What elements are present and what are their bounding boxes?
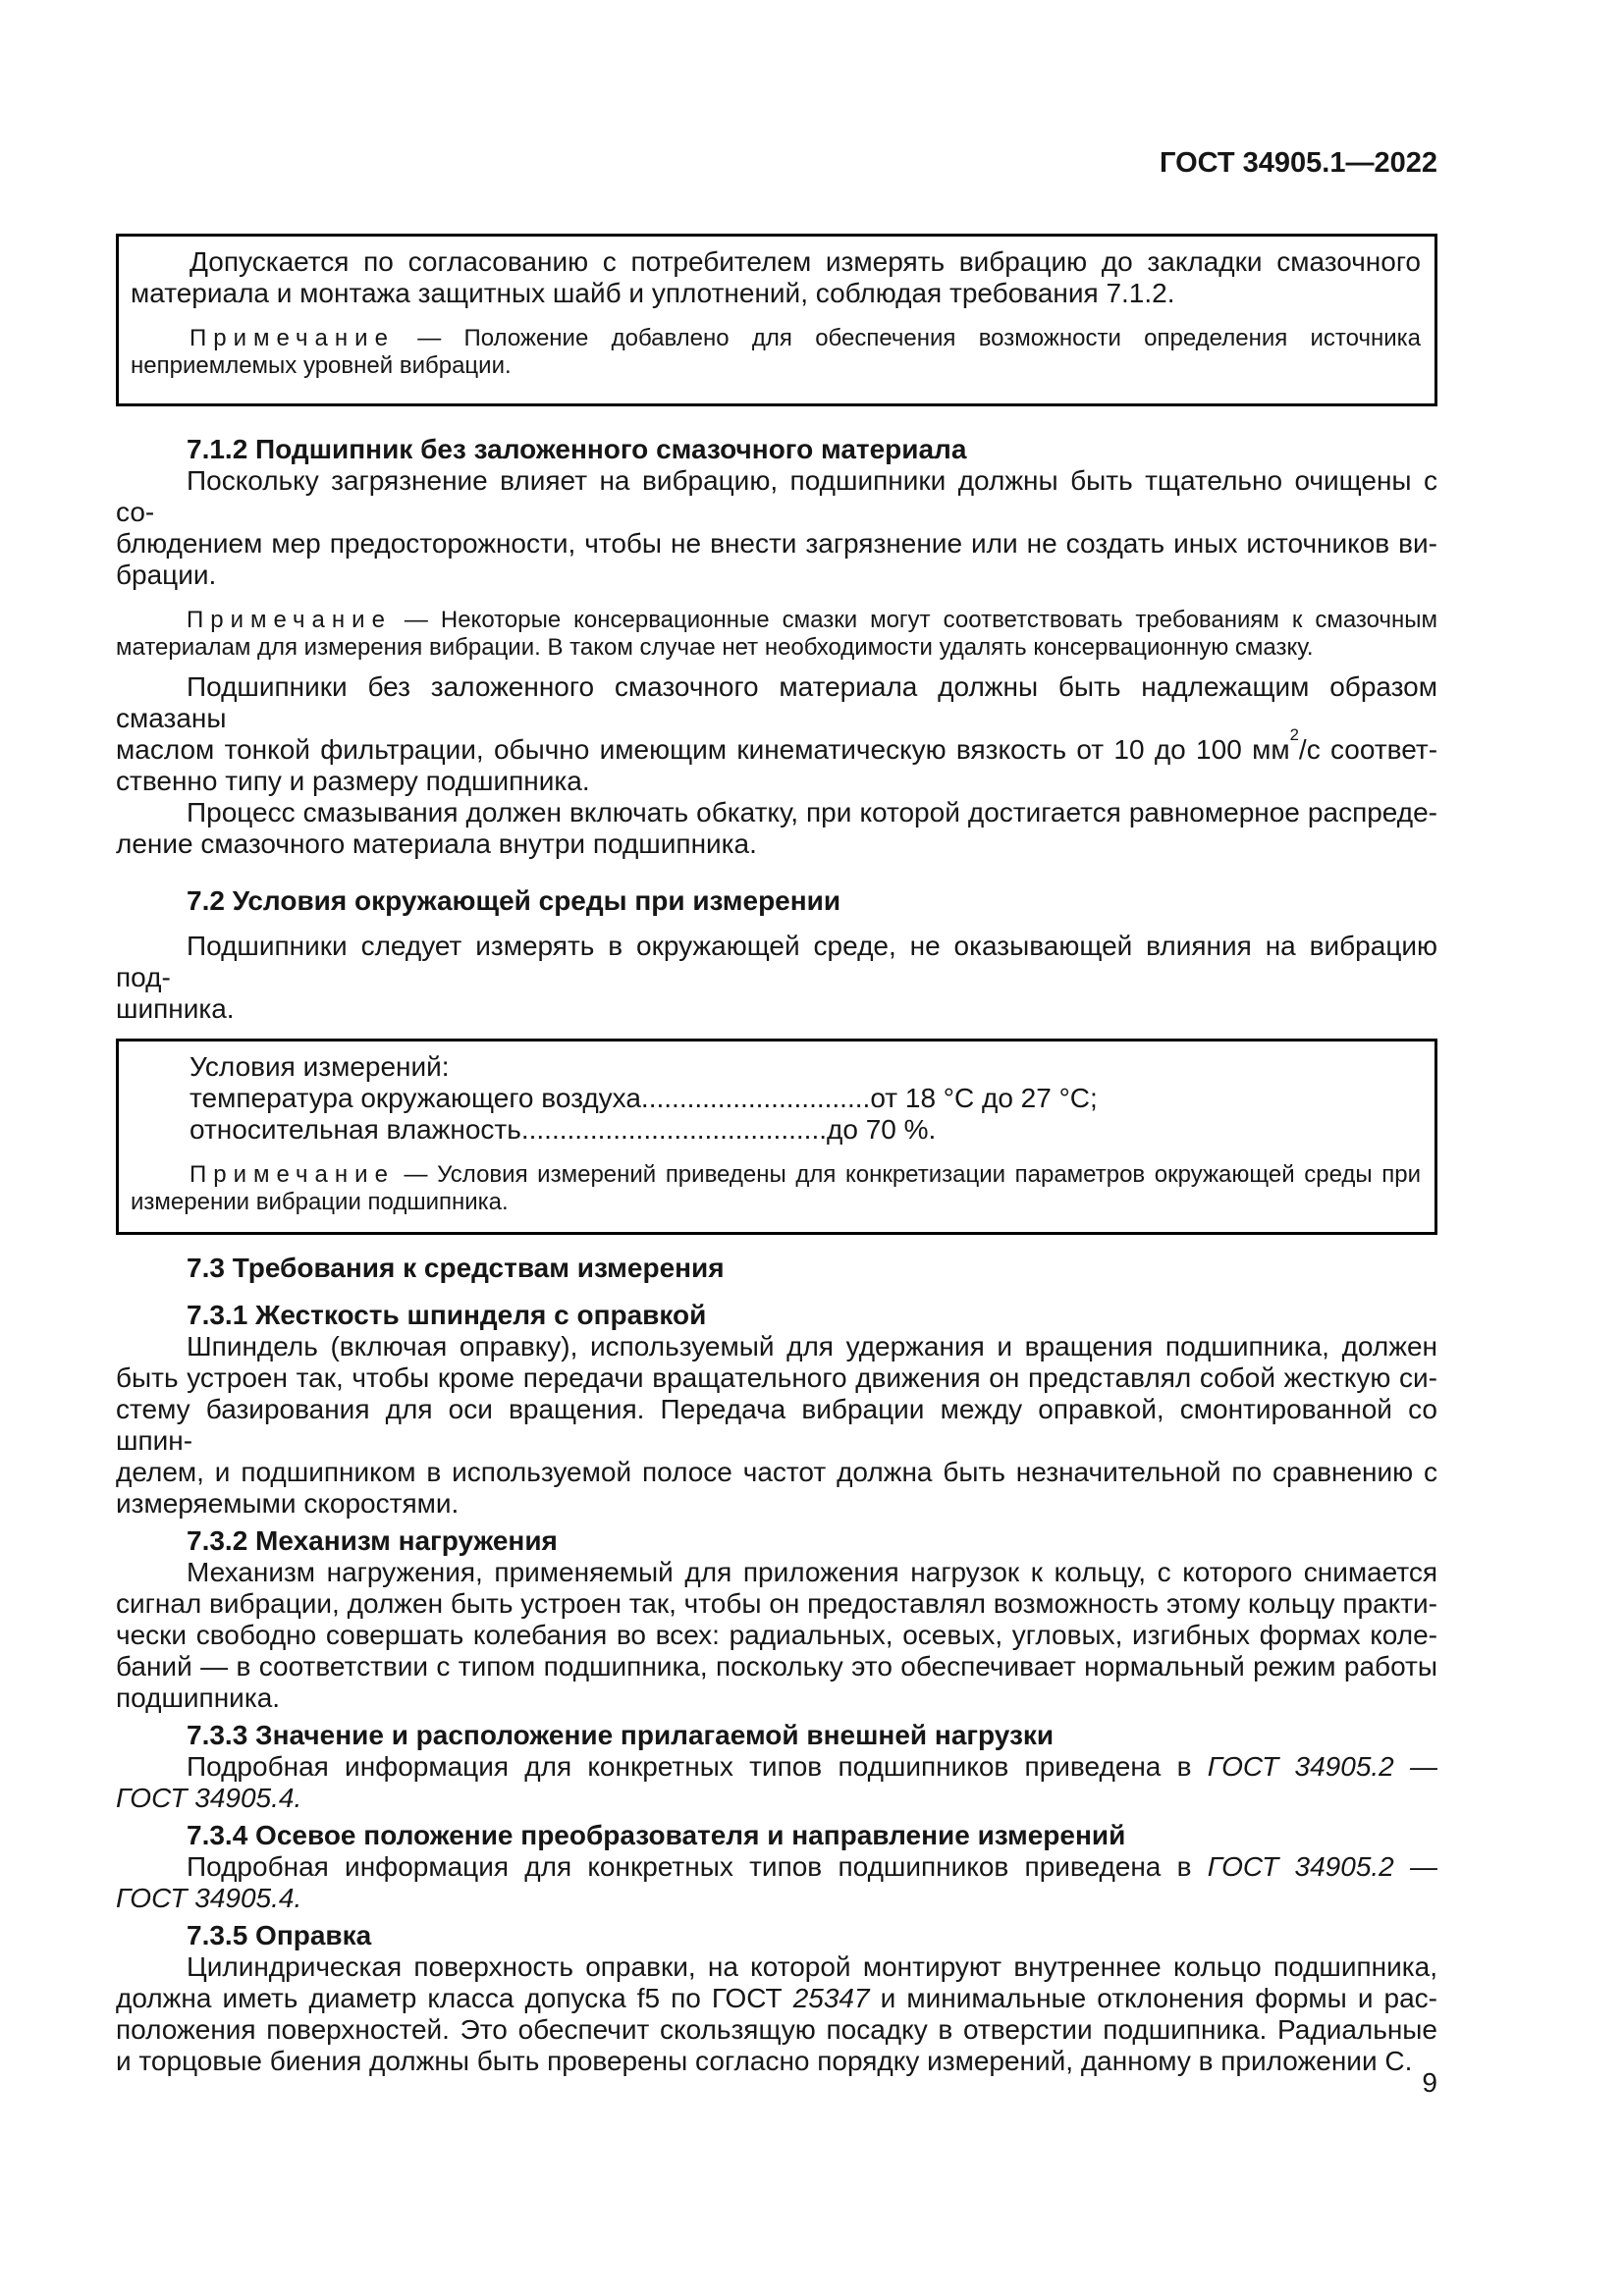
note <box>131 325 1421 380</box>
paragraph <box>116 1751 1437 1814</box>
paragraph-line <box>116 1851 1437 1883</box>
superscript: 2 <box>1289 725 1299 745</box>
section-heading-732: 7.3.2 Механизм нагружения <box>187 1525 558 1556</box>
paragraph-line: Поскольку загрязнение влияет на вибрацию, подшипники должны быть тщательно очищены с со- <box>116 465 1437 527</box>
leader-dots: .............................. <box>640 1083 871 1113</box>
paragraph <box>116 465 1437 591</box>
paragraph-line: шипника. <box>116 993 235 1024</box>
paragraph-line <box>116 1751 1437 1783</box>
paragraph <box>116 671 1437 797</box>
paragraph-line: ственно типу и размеру подшипника. <box>116 766 590 796</box>
section-heading-73: 7.3 Требования к средствам измерения <box>187 1253 725 1283</box>
page-header: ГОСТ 34905.1—2022 <box>1160 147 1437 179</box>
leader-value: от 18 °С до 27 °С; <box>870 1083 1098 1113</box>
section-heading-712: 7.1.2 Подшипник без заложенного смазочного материала <box>187 434 967 464</box>
paragraph-line: Допускается по согласованию с потребителем измерять вибрацию до закладки смазочного <box>189 246 1421 277</box>
paragraph <box>116 931 1437 1025</box>
note-label: Примечание <box>187 607 392 633</box>
note-text: — Положение добавлено для обеспечения возможности определения источника <box>417 325 1421 351</box>
note-line: измерении вибрации подшипника. <box>131 1189 509 1215</box>
paragraph-line: измеряемыми скоростями. <box>116 1488 460 1519</box>
section-heading-735: 7.3.5 Оправка <box>187 1920 372 1950</box>
paragraph-line: Цилиндрическая поверхность оправки, на которой монтируют внутреннее кольцо подшипника, <box>187 1951 1437 1982</box>
note-line <box>131 1161 1421 1189</box>
leader-line-humidity <box>131 1114 1421 1146</box>
note-label: Примечание <box>189 325 395 351</box>
paragraph-line: блюдением мер предосторожности, чтобы не внести загрязнение или не создать иных источников ви- <box>116 528 1437 559</box>
paragraph-line: Механизм нагружения, применяемый для приложения нагрузок к кольцу, с которого снимается <box>187 1557 1437 1587</box>
paragraph-line: Подшипники следует измерять в окружающей среде, не оказывающей влияния на вибрацию под- <box>116 931 1437 992</box>
page-number: 9 <box>1422 2067 1437 2098</box>
standard-reference: 25347 <box>792 1983 870 2013</box>
text-run: Подробная информация для конкретных типов подшипников приведена в <box>187 1751 1192 1782</box>
section-heading-733: 7.3.3 Значение и расположение прилагаемой внешней нагрузки <box>187 1720 1055 1750</box>
paragraph-line: Шпиндель (включая оправку), используемый для удержания и вращения подшипника, должен <box>187 1331 1437 1362</box>
section-heading-734: 7.3.4 Осевое положение преобразователя и направление измерений <box>187 1820 1126 1850</box>
leader-label: температура окружающего воздуха <box>189 1083 641 1113</box>
section-heading-731: 7.3.1 Жесткость шпинделя с оправкой <box>187 1300 707 1330</box>
text-run: и минимальные отклонения формы и рас- <box>880 1983 1438 2013</box>
leader-line-temperature <box>131 1083 1421 1114</box>
paragraph-line <box>116 725 1438 766</box>
text-run: /с соответ- <box>1298 734 1438 765</box>
leader-value: до 70 %. <box>827 1114 937 1145</box>
leader-dots: ........................................ <box>520 1114 828 1145</box>
provision-box <box>116 234 1437 406</box>
note-line <box>131 325 1421 352</box>
paragraph-line: ление смазочного материала внутри подшипника. <box>116 828 757 859</box>
paragraph-line: баний — в соответствии с типом подшипника, поскольку это обеспечивает нормальный режим работы <box>116 1651 1437 1682</box>
text-run: Подробная информация для конкретных типов подшипников приведена в <box>187 1851 1192 1882</box>
paragraph-line: стему базирования для оси вращения. Передача вибрации между оправкой, смонтированной со шпин- <box>116 1394 1437 1456</box>
paragraph-line: подшипника. <box>116 1682 281 1713</box>
paragraph-line: положения поверхностей. Это обеспечит скользящую посадку в отверстии подшипника. Радиальные <box>116 2014 1437 2045</box>
paragraph-line: Процесс смазывания должен включать обкатку, при которой достигается равномерное распреде- <box>187 797 1437 828</box>
note-label: Примечание <box>189 1161 395 1188</box>
paragraph-line: делем, и подшипником в используемой полосе частот должна быть незначительной по сравнению с <box>116 1457 1437 1487</box>
paragraph-line: брации. <box>116 560 217 590</box>
paragraph-line: быть устроен так, чтобы кроме передачи вращательного движения он представлял собой жесткую си- <box>116 1362 1437 1393</box>
note-text: — Условия измерений приведены для конкретизации параметров окружающей среды при <box>404 1161 1422 1188</box>
leader-label: относительная влажность <box>189 1114 521 1145</box>
note-line <box>116 607 1437 634</box>
conditions-title: Условия измерений: <box>189 1051 450 1082</box>
paragraph <box>116 1557 1437 1714</box>
paragraph <box>116 797 1437 860</box>
paragraph-line: материала и монтажа защитных шайб и уплотнений, соблюдая требования 7.1.2. <box>131 278 1175 308</box>
document-page <box>116 0 1437 2077</box>
note <box>116 607 1437 662</box>
standard-reference: ГОСТ 34905.4. <box>116 1783 302 1813</box>
paragraph-line: чески свободно совершать колебания во всех: радиальных, осевых, угловых, изгибных формах коле- <box>116 1620 1437 1650</box>
paragraph <box>116 1951 1437 2077</box>
note-line: неприемлемых уровней вибрации. <box>131 352 512 379</box>
paragraph <box>116 1331 1437 1520</box>
text-run: должна иметь диаметр класса допуска f5 по ГОСТ <box>116 1983 783 2013</box>
standard-reference: ГОСТ 34905.4. <box>116 1883 302 1913</box>
paragraph-line: и торцовые биения должны быть проверены согласно порядку измерений, данному в приложении С. <box>116 2046 1413 2076</box>
paragraph-line <box>116 1983 1437 2014</box>
text-run: маслом тонкой фильтрации, обычно имеющим кинематическую вязкость от 10 до 100 мм <box>116 734 1290 765</box>
note-text: — Некоторые консервационные смазки могут соответствовать требованиям к смазочным <box>404 607 1437 633</box>
paragraph-line: Подшипники без заложенного смазочного материала должны быть надлежащим образом смазаны <box>116 671 1437 733</box>
measurement-conditions-box <box>116 1039 1437 1235</box>
paragraph-line: сигнал вибрации, должен быть устроен так, чтобы он предоставлял возможность этому кольцу практи- <box>116 1588 1437 1619</box>
note-line: материалам для измерения вибрации. В таком случае нет необходимости удалять консервационную смазку. <box>116 634 1314 661</box>
note <box>131 1161 1421 1216</box>
standard-reference: ГОСТ 34905.2 — <box>1207 1751 1438 1782</box>
paragraph <box>116 1851 1437 1914</box>
standard-reference: ГОСТ 34905.2 — <box>1207 1851 1438 1882</box>
section-heading-72: 7.2 Условия окружающей среды при измерении <box>187 885 841 916</box>
